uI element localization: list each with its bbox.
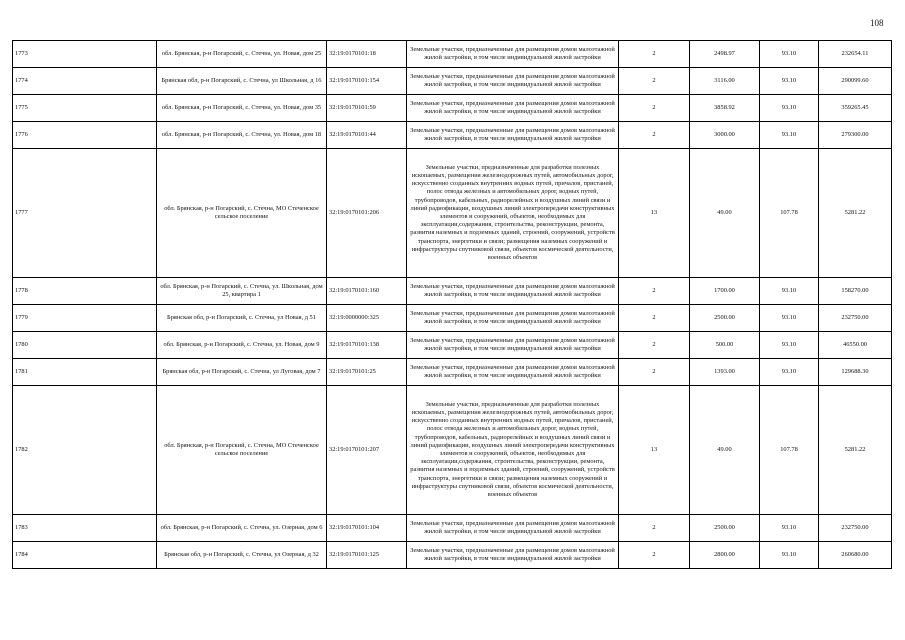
cadastral-value: 5281.22: [819, 386, 892, 515]
cadastral-value: 5281.22: [819, 149, 892, 278]
cadastral-value: 46550.00: [819, 332, 892, 359]
land-use-description: Земельные участки, предназначенные для разработки полезных ископаемых, размещения железнодорожных путей, автомобильных дорог, искусственно созданных внутренних водных путей, причалов, пристаней, полос отвода железных и автомобильных дорог, водных путей, трубопроводов, кабельных, радиорелейных и воздушных линий связи и линий радиофикации, воздушных линий электропередачи конструктивных элементов и сооружений, объектов, необходимых для эксплуатации,содержания, строительства, реконструкции, ремонта, развития наземных и подземных зданий, строений, сооружений, устройств транспорта, энергетики и связи; размещения наземных сооружений и инфраструктуры спутниковой связи, объектов космической деятельности, военных объектов: [407, 149, 619, 278]
category-code: 13: [619, 386, 690, 515]
category-code: 2: [619, 515, 690, 542]
area-value: 2500.00: [690, 305, 760, 332]
cadastral-number: 32:19:0170101:44: [327, 122, 407, 149]
cadastral-value: 232750.00: [819, 515, 892, 542]
record-number: 1774: [13, 68, 157, 95]
cadastral-value: 260680.00: [819, 542, 892, 569]
land-use-description: Земельные участки, предназначенные для размещения домов малоэтажной жилой застройки, в том числе индивидуальной жилой застройки: [407, 542, 619, 569]
category-code: 2: [619, 41, 690, 68]
table-row: [13, 386, 892, 515]
table-row: [13, 122, 892, 149]
land-use-description: Земельные участки, предназначенные для размещения домов малоэтажной жилой застройки, в том числе индивидуальной жилой застройки: [407, 122, 619, 149]
land-use-description: Земельные участки, предназначенные для размещения домов малоэтажной жилой застройки, в том числе индивидуальной жилой застройки: [407, 41, 619, 68]
table-body: [13, 41, 892, 569]
address-cell: обл. Брянская, р-н Погарский, с. Стечна, ул. Школьная, дом 25, квартира 1: [157, 278, 327, 305]
cadastral-number: 32:19:0000000:325: [327, 305, 407, 332]
address-cell: обл. Брянская, р-н Погарский, с. Стечна, МО Стеченское сельское поселение: [157, 149, 327, 278]
record-number: 1781: [13, 359, 157, 386]
cadastral-number: 32:19:0170101:25: [327, 359, 407, 386]
table-row: [13, 305, 892, 332]
cadastral-number: 32:19:0170101:207: [327, 386, 407, 515]
address-cell: Брянская обл, р-н Погарский, с. Стечна, ул Школьная, д 16: [157, 68, 327, 95]
land-register-table: [12, 40, 892, 569]
cadastral-number: 32:19:0170101:18: [327, 41, 407, 68]
record-number: 1775: [13, 95, 157, 122]
record-number: 1779: [13, 305, 157, 332]
specific-value: 93.10: [760, 95, 819, 122]
cadastral-value: 158270.00: [819, 278, 892, 305]
address-cell: Брянская обл, р-н Погарский, с. Стечна, ул Озерная, д 32: [157, 542, 327, 569]
cadastral-number: 32:19:0170101:104: [327, 515, 407, 542]
cadastral-number: 32:19:0170101:154: [327, 68, 407, 95]
category-code: 13: [619, 149, 690, 278]
address-cell: обл. Брянская, р-н Погарский, с. Стечна, МО Стеченское сельское поселение: [157, 386, 327, 515]
area-value: 3858.92: [690, 95, 760, 122]
cadastral-value: 232750.00: [819, 305, 892, 332]
specific-value: 93.10: [760, 332, 819, 359]
category-code: 2: [619, 359, 690, 386]
category-code: 2: [619, 278, 690, 305]
area-value: 2800.00: [690, 542, 760, 569]
land-use-description: Земельные участки, предназначенные для размещения домов малоэтажной жилой застройки, в том числе индивидуальной жилой застройки: [407, 359, 619, 386]
table-row: [13, 68, 892, 95]
area-value: 3000.00: [690, 122, 760, 149]
cadastral-number: 32:19:0170101:138: [327, 332, 407, 359]
area-value: 2500.00: [690, 515, 760, 542]
cadastral-number: 32:19:0170101:206: [327, 149, 407, 278]
record-number: 1778: [13, 278, 157, 305]
category-code: 2: [619, 542, 690, 569]
record-number: 1783: [13, 515, 157, 542]
table-row: [13, 41, 892, 68]
address-cell: обл. Брянская, р-н Погарский, с. Стечна, ул. Новая, дом 9: [157, 332, 327, 359]
cadastral-value: 129688.30: [819, 359, 892, 386]
specific-value: 93.10: [760, 68, 819, 95]
land-use-description: Земельные участки, предназначенные для размещения домов малоэтажной жилой застройки, в том числе индивидуальной жилой застройки: [407, 278, 619, 305]
record-number: 1780: [13, 332, 157, 359]
table-row: [13, 95, 892, 122]
specific-value: 93.10: [760, 278, 819, 305]
specific-value: 93.10: [760, 359, 819, 386]
table-row: [13, 359, 892, 386]
record-number: 1777: [13, 149, 157, 278]
address-cell: обл. Брянская, р-н Погарский, с. Стечна, ул. Озерная, дом 6: [157, 515, 327, 542]
cadastral-number: 32:19:0170101:59: [327, 95, 407, 122]
address-cell: Брянская обл, р-н Погарский, с. Стечна, ул Новая, д 51: [157, 305, 327, 332]
land-use-description: Земельные участки, предназначенные для размещения домов малоэтажной жилой застройки, в том числе индивидуальной жилой застройки: [407, 68, 619, 95]
specific-value: 93.10: [760, 41, 819, 68]
category-code: 2: [619, 68, 690, 95]
record-number: 1776: [13, 122, 157, 149]
area-value: 500.00: [690, 332, 760, 359]
area-value: 1393.00: [690, 359, 760, 386]
cadastral-value: 279300.00: [819, 122, 892, 149]
category-code: 2: [619, 305, 690, 332]
specific-value: 93.10: [760, 542, 819, 569]
area-value: 1700.00: [690, 278, 760, 305]
table-row: [13, 515, 892, 542]
record-number: 1782: [13, 386, 157, 515]
category-code: 2: [619, 332, 690, 359]
category-code: 2: [619, 122, 690, 149]
record-number: 1773: [13, 41, 157, 68]
specific-value: 93.10: [760, 122, 819, 149]
page-number: 108: [870, 18, 884, 28]
record-number: 1784: [13, 542, 157, 569]
address-cell: обл. Брянская, р-н Погарский, с. Стечна, ул. Новая, дом 25: [157, 41, 327, 68]
category-code: 2: [619, 95, 690, 122]
specific-value: 107.78: [760, 386, 819, 515]
land-use-description: Земельные участки, предназначенные для размещения домов малоэтажной жилой застройки, в том числе индивидуальной жилой застройки: [407, 515, 619, 542]
table-row: [13, 278, 892, 305]
address-cell: Брянская обл, р-н Погарский, с. Стечна, ул Луговая, дом 7: [157, 359, 327, 386]
area-value: 2498.97: [690, 41, 760, 68]
table-row: [13, 149, 892, 278]
area-value: 49.00: [690, 149, 760, 278]
land-use-description: Земельные участки, предназначенные для разработки полезных ископаемых, размещения железнодорожных путей, автомобильных дорог, искусственно созданных внутренних водных путей, причалов, пристаней, полос отвода железных и автомобильных дорог, водных путей, трубопроводов, кабельных, радиорелейных и воздушных линий связи и линий радиофикации, воздушных линий электропередачи конструктивных элементов и сооружений, объектов, необходимых для эксплуатации,содержания, строительства, реконструкции, ремонта, развития наземных и подземных зданий, строений, сооружений, устройств транспорта, энергетики и связи; размещения наземных сооружений и инфраструктуры спутниковой связи, объектов космической деятельности, военных объектов: [407, 386, 619, 515]
cadastral-value: 359265.45: [819, 95, 892, 122]
table-row: [13, 542, 892, 569]
cadastral-value: 290099.60: [819, 68, 892, 95]
area-value: 49.00: [690, 386, 760, 515]
specific-value: 107.78: [760, 149, 819, 278]
land-use-description: Земельные участки, предназначенные для размещения домов малоэтажной жилой застройки, в том числе индивидуальной жилой застройки: [407, 332, 619, 359]
cadastral-number: 32:19:0170101:160: [327, 278, 407, 305]
cadastral-number: 32:19:0170101:125: [327, 542, 407, 569]
table-row: [13, 332, 892, 359]
specific-value: 93.10: [760, 515, 819, 542]
cadastral-value: 232654.11: [819, 41, 892, 68]
land-use-description: Земельные участки, предназначенные для размещения домов малоэтажной жилой застройки, в том числе индивидуальной жилой застройки: [407, 305, 619, 332]
specific-value: 93.10: [760, 305, 819, 332]
area-value: 3116.00: [690, 68, 760, 95]
address-cell: обл. Брянская, р-н Погарский, с. Стечна, ул. Новая, дом 35: [157, 95, 327, 122]
land-use-description: Земельные участки, предназначенные для размещения домов малоэтажной жилой застройки, в том числе индивидуальной жилой застройки: [407, 95, 619, 122]
address-cell: обл. Брянская, р-н Погарский, с. Стечна, ул. Новая, дом 18: [157, 122, 327, 149]
